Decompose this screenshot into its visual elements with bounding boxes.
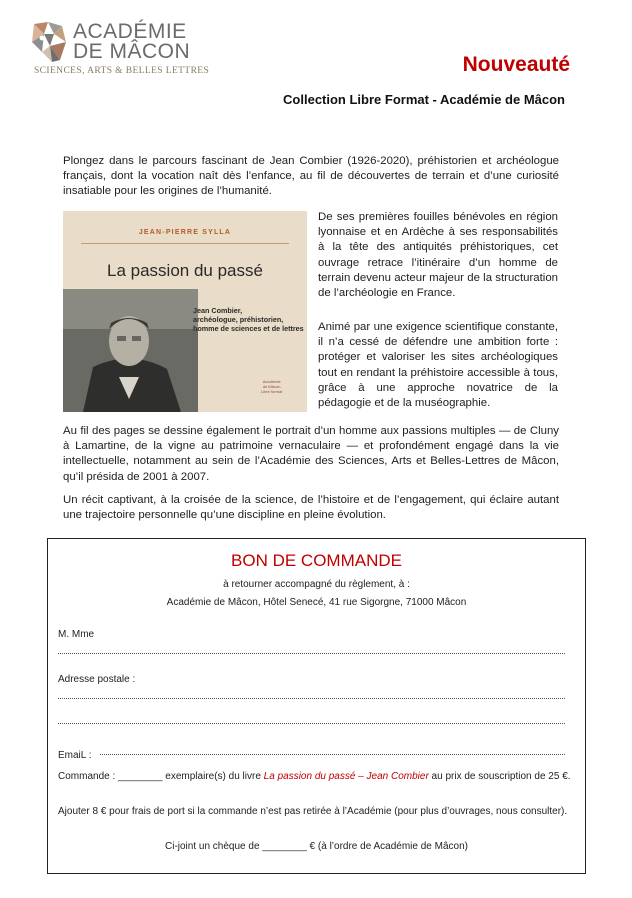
email-label: EmaiL : [58,750,92,761]
book-cover [63,211,307,412]
academie-logo [28,20,208,82]
page-subtitle: Collection Libre Format - Académie de Mâcon [283,92,565,107]
logo-text-line2: DE MÂCON [73,40,191,63]
owl-icon [28,20,72,64]
name-field[interactable] [58,651,565,654]
order-instructions: à retourner accompagné du règlement, à : [223,579,410,590]
cheque-line: Ci-joint un chèque de ________ € (à l’ordre de Académie de Mâcon) [165,841,468,852]
order-address: Académie de Mâcon, Hôtel Senecé, 41 rue Sigorgne, 71000 Mâcon [166,597,467,608]
logo-text-line1: ACADÉMIE [73,20,187,43]
career-paragraph: De ses premières fouilles bénévoles en région lyonnaise et en Ardèche à ses responsabilités à la tête des antiquités préhistoriques, cet ouvrage retrace l’itinéraire d’un homme de terrain devenu acteur majeur de la structuration de l’archéologie en France. [318,211,558,300]
cover-portrait-photo [63,289,198,412]
order-title: BON DE COMMANDE [231,551,402,570]
intro-paragraph: Plongez dans le parcours fascinant de Jean Combier (1926-2020), préhistorien et archéologue français, dont la vocation naît dès l’enfance, au fil de découvertes de terrain et d’une curiosité insatiable pour les origines de l’humanité. [63,155,559,198]
email-field[interactable] [100,754,565,755]
cover-publisher: Académie de Mâcon Libre format [261,379,283,394]
address-label: Adresse postale : [58,674,136,685]
book-title-reference: La passion du passé – Jean Combier [263,771,429,782]
portrait-paragraph: Au fil des pages se dessine également le portrait d’un homme aux passions multiples — de Cluny à Lamartine, de la vigne au patrimoine vernaculaire — et profondément engagé dans la vie intellectuelle, notamment au sein de l’Académie des Sciences, Arts et Belles-Lettres de Mâcon, qu’il présida de 2001 à 2007. [63,425,559,483]
page-title: Nouveauté [462,53,570,76]
order-form [47,538,586,874]
cover-subtitle: Jean Combier, archéologue, préhistorien, homme de sciences et de lettres [193,306,304,333]
conclusion-paragraph: Un récit captivant, à la croisée de la science, de l’histoire et de l’engagement, qui éclaire autant une trajectoire personnelle qu’une discipline en pleine évolution. [63,494,559,522]
email-row [58,745,565,761]
name-label: M. Mme [58,629,95,640]
cover-title: La passion du passé [107,261,263,280]
address-field-line1[interactable] [58,696,565,699]
cover-divider [81,243,289,244]
order-quantity-text: Commande : ________ exemplaire(s) du livre La passion du passé – Jean Combier au prix de souscription de 25 €. [58,771,571,782]
cover-author: JEAN-PIERRE SYLLA [138,229,232,236]
logo-tagline: SCIENCES, ARTS & BELLES LETTRES [34,66,210,76]
shipping-note: Ajouter 8 € pour frais de port si la commande n’est pas retirée à l’Académie (pour plus d’ouvrages, nous consulter). [58,806,568,817]
address-field-line2[interactable] [58,721,565,724]
ambition-paragraph: Animé par une exigence scientifique constante, il n’a cessé de défendre une ambition forte : protéger et valoriser les sites archéologiques tout en rendant la préhistoire accessible à tous, grâce à une approche novatrice de la pédagogie et de la muséographie. [318,321,558,410]
